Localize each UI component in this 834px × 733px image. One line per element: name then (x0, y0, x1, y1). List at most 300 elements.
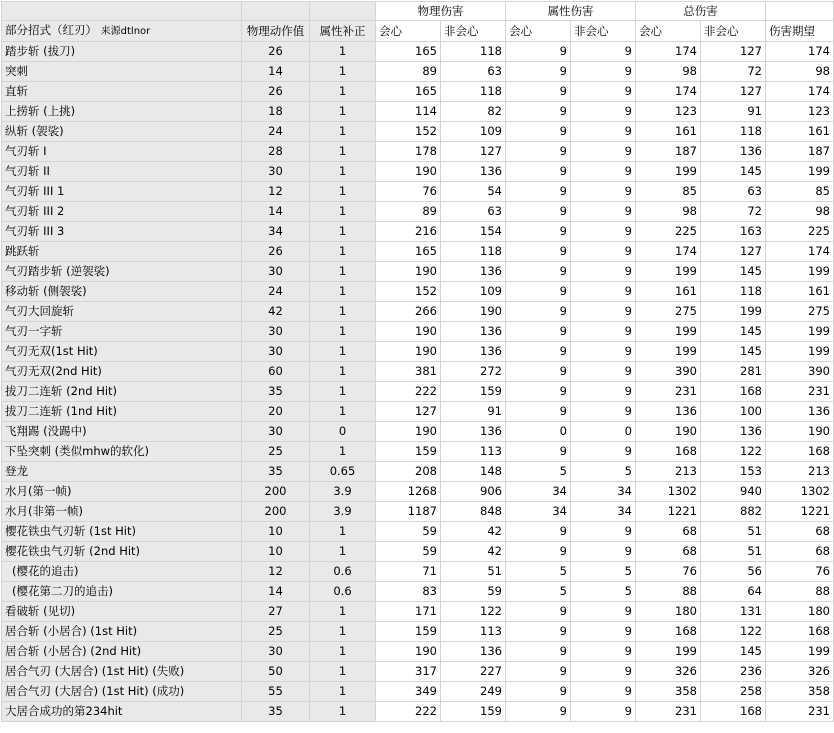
phys-crit-cell: 171 (376, 602, 441, 622)
motion-value-cell: 25 (242, 622, 310, 642)
phys-crit-cell: 190 (376, 642, 441, 662)
element-modifier-cell: 1 (310, 122, 376, 142)
header-title-label: 部分招式（红刃） (5, 23, 97, 37)
motion-value-cell: 42 (242, 302, 310, 322)
elem-crit-cell: 9 (506, 622, 571, 642)
elem-noncrit-cell: 0 (571, 422, 636, 442)
header-group-total: 总伤害 (636, 2, 766, 21)
element-modifier-cell: 1 (310, 42, 376, 62)
motion-value-cell: 12 (242, 562, 310, 582)
element-modifier-cell: 1 (310, 702, 376, 722)
phys-noncrit-cell: 148 (441, 462, 506, 482)
phys-noncrit-cell: 118 (441, 42, 506, 62)
total-crit-cell: 358 (636, 682, 701, 702)
elem-noncrit-cell: 9 (571, 642, 636, 662)
table-row (2, 142, 834, 162)
header-group-element: 属性伤害 (506, 2, 636, 21)
elem-noncrit-cell: 9 (571, 542, 636, 562)
phys-crit-cell: 89 (376, 202, 441, 222)
table-row (2, 302, 834, 322)
expected-damage-cell: 68 (766, 542, 834, 562)
total-noncrit-cell: 199 (701, 302, 766, 322)
element-modifier-cell: 1 (310, 282, 376, 302)
total-crit-cell: 161 (636, 282, 701, 302)
total-crit-cell: 123 (636, 102, 701, 122)
elem-noncrit-cell: 5 (571, 562, 636, 582)
motion-value-cell: 35 (242, 382, 310, 402)
elem-crit-cell: 9 (506, 362, 571, 382)
move-name-cell: 气刃无双(2nd Hit) (2, 362, 242, 382)
phys-crit-cell: 222 (376, 702, 441, 722)
elem-noncrit-cell: 9 (571, 442, 636, 462)
table-row (2, 382, 834, 402)
motion-value-cell: 10 (242, 542, 310, 562)
total-crit-cell: 390 (636, 362, 701, 382)
expected-damage-cell: 85 (766, 182, 834, 202)
element-modifier-cell: 1 (310, 662, 376, 682)
phys-noncrit-cell: 63 (441, 62, 506, 82)
phys-crit-cell: 381 (376, 362, 441, 382)
expected-damage-cell: 161 (766, 122, 834, 142)
total-crit-cell: 168 (636, 622, 701, 642)
elem-crit-cell: 5 (506, 462, 571, 482)
element-modifier-cell: 1 (310, 382, 376, 402)
table-row (2, 202, 834, 222)
total-noncrit-cell: 72 (701, 202, 766, 222)
phys-noncrit-cell: 54 (441, 182, 506, 202)
element-modifier-cell: 1 (310, 542, 376, 562)
elem-noncrit-cell: 9 (571, 122, 636, 142)
total-crit-cell: 68 (636, 542, 701, 562)
phys-noncrit-cell: 906 (441, 482, 506, 502)
elem-crit-cell: 9 (506, 702, 571, 722)
element-modifier-cell: 1 (310, 602, 376, 622)
total-noncrit-cell: 168 (701, 702, 766, 722)
elem-crit-cell: 9 (506, 662, 571, 682)
total-crit-cell: 76 (636, 562, 701, 582)
move-name-cell: 突刺 (2, 62, 242, 82)
expected-damage-cell: 88 (766, 582, 834, 602)
motion-value-cell: 30 (242, 322, 310, 342)
elem-noncrit-cell: 9 (571, 162, 636, 182)
move-name-cell: 拔刀二连斩 (2nd Hit) (2, 382, 242, 402)
motion-value-cell: 50 (242, 662, 310, 682)
element-modifier-cell: 1 (310, 102, 376, 122)
move-name-cell: 直斩 (2, 82, 242, 102)
total-noncrit-cell: 163 (701, 222, 766, 242)
elem-noncrit-cell: 5 (571, 582, 636, 602)
motion-value-cell: 60 (242, 362, 310, 382)
move-name-cell: 气刃斩 III 1 (2, 182, 242, 202)
table-row (2, 362, 834, 382)
elem-crit-cell: 9 (506, 342, 571, 362)
total-noncrit-cell: 136 (701, 422, 766, 442)
total-crit-cell: 199 (636, 322, 701, 342)
header-element-modifier: 属性补正 (310, 21, 376, 42)
header-motion-value: 物理动作值 (242, 21, 310, 42)
table-row (2, 342, 834, 362)
elem-crit-cell: 5 (506, 562, 571, 582)
table-row (2, 82, 834, 102)
elem-crit-cell: 9 (506, 442, 571, 462)
phys-crit-cell: 178 (376, 142, 441, 162)
total-crit-cell: 187 (636, 142, 701, 162)
elem-crit-cell: 9 (506, 382, 571, 402)
expected-damage-cell: 136 (766, 402, 834, 422)
table-row (2, 462, 834, 482)
table-row (2, 542, 834, 562)
phys-noncrit-cell: 272 (441, 362, 506, 382)
total-noncrit-cell: 127 (701, 42, 766, 62)
move-name-cell: 居合气刃 (大居合) (1st Hit) (失败) (2, 662, 242, 682)
expected-damage-cell: 1221 (766, 502, 834, 522)
phys-crit-cell: 59 (376, 542, 441, 562)
header-expected: 伤害期望 (766, 21, 834, 42)
element-modifier-cell: 1 (310, 362, 376, 382)
total-crit-cell: 213 (636, 462, 701, 482)
phys-crit-cell: 76 (376, 182, 441, 202)
move-name-cell: 飞翔踢 (没踢中) (2, 422, 242, 442)
element-modifier-cell: 1 (310, 162, 376, 182)
header-elem-crit: 会心 (506, 21, 571, 42)
total-noncrit-cell: 131 (701, 602, 766, 622)
elem-noncrit-cell: 9 (571, 242, 636, 262)
table-row (2, 702, 834, 722)
move-name-cell: 登龙 (2, 462, 242, 482)
element-modifier-cell: 1 (310, 142, 376, 162)
phys-noncrit-cell: 159 (441, 382, 506, 402)
header-elem-noncrit: 非会心 (571, 21, 636, 42)
phys-noncrit-cell: 118 (441, 82, 506, 102)
phys-crit-cell: 317 (376, 662, 441, 682)
header-total-noncrit: 非会心 (701, 21, 766, 42)
motion-value-cell: 30 (242, 342, 310, 362)
phys-noncrit-cell: 136 (441, 162, 506, 182)
total-noncrit-cell: 145 (701, 262, 766, 282)
elem-noncrit-cell: 9 (571, 362, 636, 382)
header-total-crit: 会心 (636, 21, 701, 42)
total-crit-cell: 199 (636, 342, 701, 362)
expected-damage-cell: 168 (766, 622, 834, 642)
elem-crit-cell: 9 (506, 62, 571, 82)
move-name-cell: 拔刀二连斩 (1nd Hit) (2, 402, 242, 422)
table-row (2, 42, 834, 62)
phys-crit-cell: 89 (376, 62, 441, 82)
motion-value-cell: 30 (242, 422, 310, 442)
phys-crit-cell: 152 (376, 122, 441, 142)
elem-crit-cell: 9 (506, 542, 571, 562)
phys-noncrit-cell: 249 (441, 682, 506, 702)
element-modifier-cell: 1 (310, 202, 376, 222)
header-row-groups (2, 2, 834, 21)
elem-crit-cell: 9 (506, 102, 571, 122)
table-row (2, 622, 834, 642)
expected-damage-cell: 190 (766, 422, 834, 442)
table-row (2, 582, 834, 602)
table-row (2, 502, 834, 522)
element-modifier-cell: 1 (310, 622, 376, 642)
move-name-cell: (樱花的追击) (2, 562, 242, 582)
elem-noncrit-cell: 9 (571, 682, 636, 702)
header-blank-cell (310, 2, 376, 21)
expected-damage-cell: 199 (766, 322, 834, 342)
expected-damage-cell: 123 (766, 102, 834, 122)
move-name-cell: 居合气刃 (大居合) (1st Hit) (成功) (2, 682, 242, 702)
elem-noncrit-cell: 9 (571, 382, 636, 402)
expected-damage-cell: 76 (766, 562, 834, 582)
table-row (2, 262, 834, 282)
header-blank-cell (766, 2, 834, 21)
elem-noncrit-cell: 34 (571, 482, 636, 502)
total-noncrit-cell: 56 (701, 562, 766, 582)
table-row (2, 642, 834, 662)
elem-crit-cell: 34 (506, 502, 571, 522)
expected-damage-cell: 68 (766, 522, 834, 542)
motion-value-cell: 10 (242, 522, 310, 542)
table-row (2, 402, 834, 422)
total-noncrit-cell: 122 (701, 622, 766, 642)
element-modifier-cell: 1 (310, 222, 376, 242)
move-name-cell: 居合斩 (小居合) (1st Hit) (2, 622, 242, 642)
phys-crit-cell: 266 (376, 302, 441, 322)
table-row (2, 442, 834, 462)
motion-value-cell: 27 (242, 602, 310, 622)
elem-crit-cell: 9 (506, 282, 571, 302)
total-noncrit-cell: 51 (701, 542, 766, 562)
total-noncrit-cell: 64 (701, 582, 766, 602)
total-crit-cell: 174 (636, 82, 701, 102)
elem-noncrit-cell: 9 (571, 202, 636, 222)
elem-noncrit-cell: 5 (571, 462, 636, 482)
element-modifier-cell: 3.9 (310, 482, 376, 502)
expected-damage-cell: 231 (766, 702, 834, 722)
move-name-cell: 踏步斩 (拔刀) (2, 42, 242, 62)
motion-value-cell: 26 (242, 242, 310, 262)
elem-noncrit-cell: 9 (571, 222, 636, 242)
header-phys-noncrit: 非会心 (441, 21, 506, 42)
expected-damage-cell: 174 (766, 42, 834, 62)
element-modifier-cell: 3.9 (310, 502, 376, 522)
phys-noncrit-cell: 127 (441, 142, 506, 162)
element-modifier-cell: 0.6 (310, 562, 376, 582)
expected-damage-cell: 1302 (766, 482, 834, 502)
table-row (2, 102, 834, 122)
move-name-cell: 气刃踏步斩 (逆袈裟) (2, 262, 242, 282)
motion-value-cell: 200 (242, 482, 310, 502)
element-modifier-cell: 1 (310, 82, 376, 102)
total-crit-cell: 85 (636, 182, 701, 202)
element-modifier-cell: 0 (310, 422, 376, 442)
motion-value-cell: 24 (242, 282, 310, 302)
table-row (2, 682, 834, 702)
elem-crit-cell: 9 (506, 602, 571, 622)
total-crit-cell: 199 (636, 262, 701, 282)
expected-damage-cell: 213 (766, 462, 834, 482)
elem-noncrit-cell: 9 (571, 522, 636, 542)
expected-damage-cell: 168 (766, 442, 834, 462)
total-crit-cell: 231 (636, 702, 701, 722)
phys-crit-cell: 152 (376, 282, 441, 302)
element-modifier-cell: 1 (310, 682, 376, 702)
expected-damage-cell: 326 (766, 662, 834, 682)
phys-noncrit-cell: 190 (441, 302, 506, 322)
phys-crit-cell: 216 (376, 222, 441, 242)
total-noncrit-cell: 145 (701, 342, 766, 362)
motion-value-cell: 26 (242, 42, 310, 62)
expected-damage-cell: 161 (766, 282, 834, 302)
damage-table (1, 1, 834, 722)
total-crit-cell: 231 (636, 382, 701, 402)
elem-noncrit-cell: 9 (571, 182, 636, 202)
elem-crit-cell: 9 (506, 522, 571, 542)
phys-noncrit-cell: 136 (441, 262, 506, 282)
elem-noncrit-cell: 9 (571, 42, 636, 62)
phys-noncrit-cell: 113 (441, 622, 506, 642)
phys-noncrit-cell: 51 (441, 562, 506, 582)
elem-noncrit-cell: 9 (571, 322, 636, 342)
motion-value-cell: 18 (242, 102, 310, 122)
total-noncrit-cell: 100 (701, 402, 766, 422)
total-crit-cell: 190 (636, 422, 701, 442)
total-crit-cell: 136 (636, 402, 701, 422)
total-noncrit-cell: 122 (701, 442, 766, 462)
move-name-cell: 樱花铁虫气刃斩 (1st Hit) (2, 522, 242, 542)
elem-crit-cell: 9 (506, 162, 571, 182)
expected-damage-cell: 231 (766, 382, 834, 402)
table-row (2, 122, 834, 142)
phys-noncrit-cell: 159 (441, 702, 506, 722)
total-noncrit-cell: 145 (701, 322, 766, 342)
phys-crit-cell: 165 (376, 82, 441, 102)
total-crit-cell: 168 (636, 442, 701, 462)
phys-noncrit-cell: 118 (441, 242, 506, 262)
phys-noncrit-cell: 109 (441, 282, 506, 302)
phys-crit-cell: 349 (376, 682, 441, 702)
motion-value-cell: 14 (242, 202, 310, 222)
expected-damage-cell: 225 (766, 222, 834, 242)
move-name-cell: 气刃无双(1st Hit) (2, 342, 242, 362)
expected-damage-cell: 199 (766, 642, 834, 662)
elem-noncrit-cell: 9 (571, 62, 636, 82)
elem-crit-cell: 9 (506, 242, 571, 262)
phys-crit-cell: 208 (376, 462, 441, 482)
move-name-cell: 气刃斩 III 3 (2, 222, 242, 242)
elem-crit-cell: 9 (506, 122, 571, 142)
phys-noncrit-cell: 136 (441, 322, 506, 342)
header-blank-cell (242, 2, 310, 21)
total-crit-cell: 161 (636, 122, 701, 142)
expected-damage-cell: 199 (766, 162, 834, 182)
move-name-cell: 水月(第一帧) (2, 482, 242, 502)
table-row (2, 482, 834, 502)
total-crit-cell: 199 (636, 162, 701, 182)
move-name-cell: 水月(非第一帧) (2, 502, 242, 522)
phys-crit-cell: 190 (376, 342, 441, 362)
header-phys-crit: 会心 (376, 21, 441, 42)
total-noncrit-cell: 51 (701, 522, 766, 542)
phys-crit-cell: 190 (376, 262, 441, 282)
elem-crit-cell: 9 (506, 262, 571, 282)
element-modifier-cell: 1 (310, 402, 376, 422)
element-modifier-cell: 1 (310, 182, 376, 202)
element-modifier-cell: 1 (310, 322, 376, 342)
elem-noncrit-cell: 9 (571, 402, 636, 422)
header-move-name (2, 21, 242, 42)
phys-noncrit-cell: 91 (441, 402, 506, 422)
phys-crit-cell: 190 (376, 162, 441, 182)
motion-value-cell: 30 (242, 262, 310, 282)
elem-noncrit-cell: 9 (571, 142, 636, 162)
elem-crit-cell: 0 (506, 422, 571, 442)
motion-value-cell: 30 (242, 642, 310, 662)
total-noncrit-cell: 281 (701, 362, 766, 382)
elem-crit-cell: 9 (506, 222, 571, 242)
motion-value-cell: 14 (242, 62, 310, 82)
elem-noncrit-cell: 9 (571, 342, 636, 362)
phys-crit-cell: 114 (376, 102, 441, 122)
elem-crit-cell: 9 (506, 682, 571, 702)
move-name-cell: 跳跃斩 (2, 242, 242, 262)
elem-noncrit-cell: 9 (571, 602, 636, 622)
expected-damage-cell: 187 (766, 142, 834, 162)
elem-noncrit-cell: 9 (571, 662, 636, 682)
elem-noncrit-cell: 9 (571, 82, 636, 102)
phys-noncrit-cell: 42 (441, 542, 506, 562)
motion-value-cell: 28 (242, 142, 310, 162)
element-modifier-cell: 1 (310, 442, 376, 462)
phys-noncrit-cell: 59 (441, 582, 506, 602)
total-crit-cell: 98 (636, 62, 701, 82)
phys-noncrit-cell: 136 (441, 422, 506, 442)
total-noncrit-cell: 118 (701, 282, 766, 302)
phys-crit-cell: 71 (376, 562, 441, 582)
expected-damage-cell: 174 (766, 242, 834, 262)
total-noncrit-cell: 72 (701, 62, 766, 82)
motion-value-cell: 200 (242, 502, 310, 522)
move-name-cell: 大居合成功的第234hit (2, 702, 242, 722)
total-crit-cell: 1302 (636, 482, 701, 502)
element-modifier-cell: 0.65 (310, 462, 376, 482)
elem-noncrit-cell: 9 (571, 702, 636, 722)
elem-noncrit-cell: 9 (571, 622, 636, 642)
phys-crit-cell: 222 (376, 382, 441, 402)
phys-noncrit-cell: 848 (441, 502, 506, 522)
element-modifier-cell: 0.6 (310, 582, 376, 602)
motion-value-cell: 20 (242, 402, 310, 422)
motion-value-cell: 25 (242, 442, 310, 462)
phys-noncrit-cell: 122 (441, 602, 506, 622)
motion-value-cell: 34 (242, 222, 310, 242)
elem-crit-cell: 9 (506, 182, 571, 202)
table-row (2, 222, 834, 242)
phys-crit-cell: 159 (376, 622, 441, 642)
elem-noncrit-cell: 34 (571, 502, 636, 522)
phys-crit-cell: 1187 (376, 502, 441, 522)
motion-value-cell: 35 (242, 462, 310, 482)
elem-crit-cell: 9 (506, 302, 571, 322)
element-modifier-cell: 1 (310, 342, 376, 362)
total-noncrit-cell: 127 (701, 242, 766, 262)
table-row (2, 162, 834, 182)
phys-crit-cell: 190 (376, 422, 441, 442)
move-name-cell: 气刃斩 I (2, 142, 242, 162)
phys-crit-cell: 59 (376, 522, 441, 542)
motion-value-cell: 55 (242, 682, 310, 702)
total-crit-cell: 174 (636, 42, 701, 62)
table-row (2, 282, 834, 302)
total-crit-cell: 174 (636, 242, 701, 262)
table-row (2, 602, 834, 622)
